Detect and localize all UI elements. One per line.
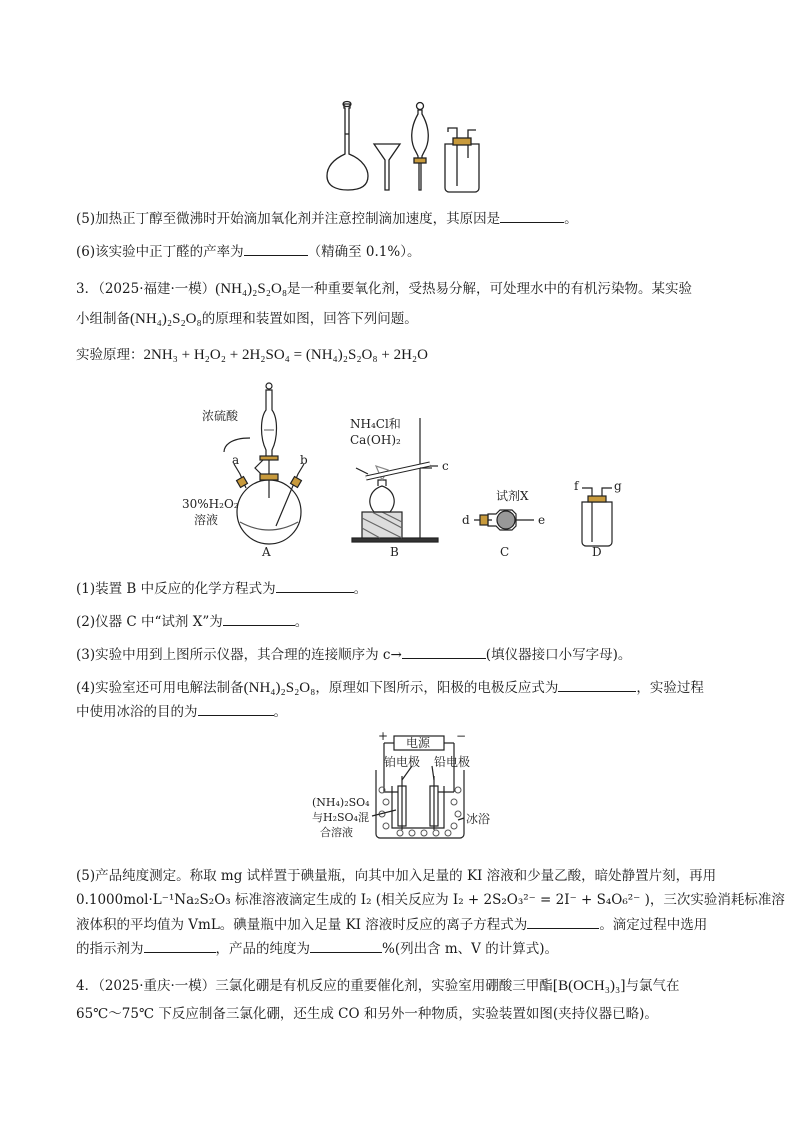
svg-text:D: D: [592, 545, 602, 559]
svg-text:铂电极: 铂电极: [384, 755, 421, 769]
svg-text:合溶液: 合溶液: [320, 826, 353, 839]
svg-text:−: −: [456, 729, 467, 743]
answer-blank[interactable]: [244, 241, 308, 256]
svg-text:A: A: [262, 545, 271, 559]
answer-blank[interactable]: [144, 938, 216, 953]
svg-text:d: d: [462, 513, 470, 527]
answer-blank[interactable]: [198, 701, 274, 716]
svg-text:B: B: [390, 545, 399, 559]
q3-part4-line2: 中使用冰浴的目的为 。: [76, 701, 724, 722]
q3-part5-line4: 的指示剂为 ，产品的纯度为 %(列出含 m、V 的计算式)。: [76, 938, 724, 959]
apparatus-figure: [180, 378, 620, 560]
svg-text:Ca(OH)₂: Ca(OH)₂: [350, 433, 401, 447]
answer-blank[interactable]: [310, 938, 382, 953]
funnel-icon: [374, 144, 400, 190]
q2-part5: (5)加热正丁醇至微沸时开始滴加氧化剂并注意控制滴加速度，其原因是 。: [76, 208, 724, 229]
svg-text:f: f: [574, 479, 579, 493]
q3-intro-line2: 小组制备(NH₄)₂S₂O₈的原理和装置如图，回答下列问题。: [76, 311, 418, 327]
svg-text:b: b: [300, 453, 308, 467]
q2-part6: (6)该实验中正丁醛的产率为 （精确至 0.1%）。: [76, 241, 724, 262]
q3-part5-line1: (5)产品纯度测定。称取 mg 试样置于碘量瓶，向其中加入足量的 KI 溶液和少量乙酸，暗处静置片刻，再用: [76, 868, 717, 884]
q3-part5-line3: 液体积的平均值为 VmL。碘量瓶中加入足量 KI 溶液时反应的离子方程式为 。滴定过程中选用: [76, 914, 724, 935]
svg-text:g: g: [614, 479, 622, 493]
svg-text:30%H₂O₂: 30%H₂O₂: [182, 497, 239, 511]
answer-blank[interactable]: [402, 644, 486, 659]
answer-blank[interactable]: [500, 208, 564, 223]
svg-text:NH₄Cl和: NH₄Cl和: [350, 417, 401, 431]
svg-text:与H₂SO₄混: 与H₂SO₄混: [312, 811, 369, 824]
svg-text:试剂X: 试剂X: [496, 489, 529, 503]
svg-text:铅电极: 铅电极: [434, 755, 471, 769]
answer-blank[interactable]: [527, 914, 599, 929]
electrolysis-figure: [312, 730, 512, 842]
q3-intro-line1: 3．（2025·福建·一模）(NH₄)₂S₂O₈是一种重要氧化剂，受热易分解，可处理水中的有机污染物。某实验: [76, 281, 693, 297]
q3-part1: (1)装置 B 中反应的化学方程式为 。: [76, 578, 724, 599]
apparatus-c: [474, 510, 534, 530]
svg-text:(NH₄)₂SO₄: (NH₄)₂SO₄: [312, 796, 370, 809]
svg-text:a: a: [232, 453, 240, 467]
svg-text:冰浴: 冰浴: [466, 812, 491, 826]
q4-line1: 4．（2025·重庆·一模）三氯化硼是有机反应的重要催化剂，实验室用硼酸三甲酯[B(OCH₃)₃]与氯气在: [76, 978, 680, 994]
label-conc-acid: 浓硫酸: [202, 409, 239, 423]
glassware-figure: [318, 100, 483, 192]
q3-part5-line2: 0.1000mol·L⁻¹Na₂S₂O₃ 标准溶液滴定生成的 I₂ (相关反应为 I₂ + 2S₂O₃²⁻ = 2I⁻ + S₄O₆²⁻ )，三次实验消耗标准溶: [76, 892, 785, 908]
q3-part4-line1: (4)实验室还可用电解法制备(NH₄)₂S₂O₈，原理如下图所示，阳极的电极反应式为 ，实验过程: [76, 677, 724, 698]
apparatus-d: [582, 488, 612, 546]
separatory-funnel-icon: [412, 103, 429, 191]
svg-text:溶液: 溶液: [194, 513, 219, 527]
svg-text:C: C: [500, 545, 510, 559]
svg-text:+: +: [378, 729, 389, 743]
answer-blank[interactable]: [558, 677, 636, 692]
svg-text:电源: 电源: [406, 736, 431, 750]
q3-part3: (3)实验中用到上图所示仪器，其合理的连接顺序为 c→ (填仪器接口小写字母)。: [76, 644, 724, 665]
q4-line2: 65℃～75℃ 下反应制备三氯化硼，还生成 CO 和另外一种物质，实验装置如图(夹持仪器已略)。: [76, 1006, 658, 1022]
svg-text:c: c: [442, 459, 449, 473]
q3-part2: (2)仪器 C 中“试剂 X”为 。: [76, 611, 724, 632]
volumetric-flask-icon: [327, 102, 368, 191]
svg-text:e: e: [538, 513, 546, 527]
answer-blank[interactable]: [276, 578, 354, 593]
gas-washing-bottle-icon: [445, 128, 479, 192]
answer-blank[interactable]: [223, 611, 295, 626]
q3-principle: 实验原理：2NH₃ + H₂O₂ + 2H₂SO₄ = (NH₄)₂S₂O₈ + 2H₂O: [76, 347, 428, 363]
